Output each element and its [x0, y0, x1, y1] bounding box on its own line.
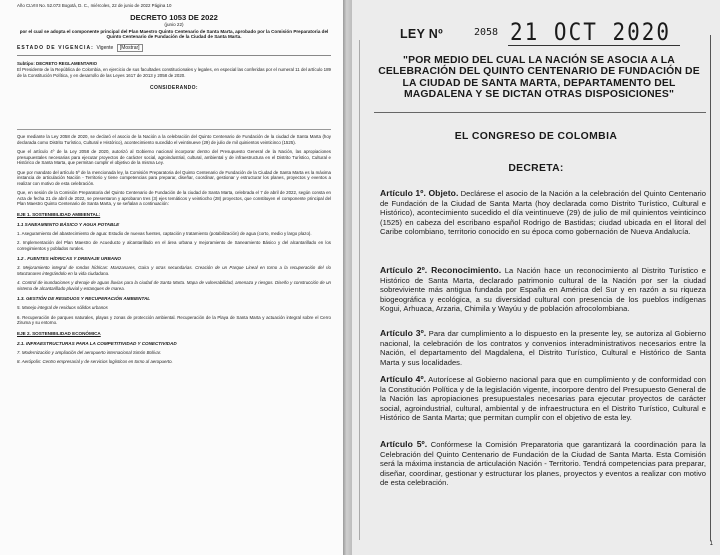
page-number: 1	[709, 541, 713, 547]
section-heading: 1.2 . FUENTES HÍDRICAS Y DRENAJE URBANO	[17, 256, 121, 262]
article-body: La Nación hace un reconocimiento al Distrito Turístico e Histórico de Santa Marta, declarado patrimonio cultural de la Nación por ser la ciudad sobreviviente más antigua fundada por España en América del Sur y en razón a su riqueza biogeográfica y ecológica, a su diversidad cultural con presencia de los pueblos indígenas Kogui, Arhuaca, Arzaria, Chimila y Wayúu y de población afrocolombiana.	[380, 266, 706, 314]
vigencia-row	[17, 45, 331, 56]
article-body: Declárese el asocio de la Nación a la celebración del Quinto Centenario de Fundación de la Ciudad de Santa Marta (hoy declarada como Distrito Turístico, Cultural e Histórico), acontecimiento sucedido el día veintinueve (29) de julio de mil quinientos veinticinco (1525) en cabeza del escribano español Rodrigo de Bastidas; ciudad ubicada en el litoral del Caribe colombiano, territorio conocido en su época como gobernación de Nueva Andalucía.	[380, 189, 706, 237]
list-item: 6. Recuperación de parques naturales, playas y zonas de protección ambiental. Recuperación de la Playa de Santa Marta y actuación integral sobre el Cerro Ziruma y su entorno.	[17, 314, 331, 326]
article-heading: Artículo 5º.	[380, 439, 428, 449]
vigencia-value: Vigente	[96, 44, 114, 51]
article-body: Para dar cumplimiento a lo dispuesto en la presente ley, se autoriza al Gobierno nacional, la celebración de los contratos y convenios interadministrativos necesarios entre la Nación, el departamento del Magdalena, el Distrito Turístico, Cultural e Histórico de Santa Marta y sus localidades.	[380, 329, 706, 367]
article-heading: Artículo 3º.	[380, 328, 427, 338]
decree-subject: por el cual se adopta el componente principal del Plan Maestro Quinto Centenario de Santa Marta, aprobado por la Comisión Preparatoria del Quinto Centenario de Fundación de la Ciudad de Santa Marta.	[19, 28, 329, 39]
article-1	[380, 189, 706, 237]
page-fold	[343, 0, 352, 555]
left-document-page	[0, 0, 343, 555]
eje-2-heading: EJE 2. SOSTENIBILIDAD ECONÓMICA	[17, 330, 101, 336]
list-item: 7. Modernización y ampliación del aeropuerto internacional Simón Bolívar.	[17, 349, 162, 355]
article-heading: Artículo 4º.	[380, 374, 427, 384]
paragraph: Que, en sesión de la Comisión Preparatoria del Quinto Centenario de Fundación de la ciudad de Santa Marta, celebrada el 7 de abril de 2022, según consta en Acta de fecha 21 de abril de 2022, se presentaron y aprobaron tres (3) ejes temáticos y veintiocho (28) proyectos, que constituyen el componente principal del Plan Maestro Quinto Centenario de Santa Marta, y se señalan a continuación:	[17, 190, 331, 207]
date-stamp: 21 OCT 2020	[510, 18, 672, 46]
list-item: 4. Control de inundaciones y drenaje de aguas lluvias para la ciudad de Santa Marta. Mapa de vulnerabilidad, amenaza y riesgos. Diseño y construcción de un sistema de alcantarillado pluvial y estanques de marea.	[17, 280, 331, 291]
article-4	[380, 375, 706, 423]
page-border	[710, 35, 711, 541]
law-label: LEY Nº	[400, 27, 443, 41]
decreta-heading: DECRETA:	[508, 163, 564, 174]
decree-date: (junio 22)	[164, 21, 184, 27]
vigencia-show-link[interactable]: [Mostrar]	[117, 44, 143, 52]
law-title: "POR MEDIO DEL CUAL LA NACIÓN SE ASOCIA A LA CELEBRACIÓN DEL QUINTO CENTENARIO DE FUNDACIÓN DE LA CIUDAD DE SANTA MARTA, DEPARTAMENTO DEL MAGDALENA Y SE DICTAN OTRAS DISPOSICIONES"	[378, 55, 700, 101]
paragraph: Que mediante la Ley 2058 de 2020, se declaró el asocio de la Nación a la celebración del Quinto Centenario de Fundación de la ciudad de Santa Marta (hoy declarada como Distrito Turístico, Cultural e Histórico), acontecimiento sucedido el veintinueve (29) de julio de mil quinientos veinticinco (1525).	[17, 134, 331, 145]
list-item: 3. Mejoramiento integral de rondas hídricas: Manzanares, Gaira y otras secundarias. Creación de un Parque Lineal en torno a la recuperación del río Manzanares integrándolo en la vida ciudadana.	[17, 265, 331, 276]
article-3	[380, 329, 706, 367]
section-heading: 1.3. GESTIÓN DE RESIDUOS Y RECUPERACIÓN AMBIENTAL	[17, 296, 151, 302]
preamble: El Presidente de la República de Colombia, en ejercicio de sus facultades constitucionales y legales, en especial las conferidas por el numeral 11 del artículo 189 de la Constitución Política, y en desarrollo de las Leyes 1617 de 2013 y 2058 de 2020.	[17, 67, 331, 78]
title-rule	[374, 112, 706, 113]
eje-1-heading: EJE 1. SOSTENIBILIDAD AMBIENTAL:	[17, 211, 101, 217]
header-underline	[508, 45, 680, 46]
masthead: Año CLVIII No. 52.073 Bogotá, D. C., miércoles, 22 de junio de 2022 Página 10	[17, 3, 172, 8]
paragraph: Que el artículo 4º de la Ley 2058 de 2020, autorizó al Gobierno nacional incorporar dentro del Presupuesto General de la Nación, las apropiaciones presupuestales necesarias para ejecutar proyectos de carácter social, agroindustrial, cultural, ambiental y de infraestructura en el Distrito Turístico, Cultural e Histórico de Santa Marta, que permitan cumplir el objetivo de la misma Ley.	[17, 149, 331, 166]
law-number: 2058	[474, 27, 499, 38]
article-heading: Artículo 1º. Objeto.	[380, 188, 459, 198]
law-header	[400, 18, 710, 50]
article-body: Autorícese al Gobierno nacional para que en cumplimiento y de conformidad con la Constitución Política y de la legislación vigente, incorpore dentro del Presupuesto General de la Nación las apropiaciones presupuestales necesarias para ejecutar proyectos de carácter social, agroindustrial, cultural, ambiental y de infraestructura en el Distrito Turístico, Cultural e Histórico de Santa Marta; que permitan cumplir con el objetivo de esta ley.	[380, 375, 706, 423]
list-item: 5. Manejo integral de residuos sólidos urbanos	[17, 305, 108, 311]
article-body: Confórmese la Comisión Preparatoria que garantizará la coordinación para la Celebración del Quinto Centenario de Fundación de la Ciudad de Santa Marta. Esta Comisión será la máxima instancia de articulación Nación - Territorio. Tendrá competencias para preparar, diseñar, coordinar, gestionar y estructurar los planes, proyectos y eventos a realizar con motivo de esta celebración.	[380, 440, 706, 488]
section-heading: 1.1 SANEAMIENTO BÁSICO Y AGUA POTABLE	[17, 221, 120, 227]
subtipo: Subtipo: DECRETO REGLAMENTARIO	[17, 60, 98, 66]
vigencia-label: ESTADO DE VIGENCIA:	[17, 44, 94, 51]
list-item: 8. Aerópolis: Centro empresarial y de servicios logísticos en torno al aeropuerto.	[17, 359, 173, 365]
list-item: 1. Aseguramiento del abastecimiento de agua: Estudio de nuevas fuentes, captación y tratamiento (potabilización) de agua (corto, medio y largo plazo).	[17, 230, 312, 236]
decree-title: DECRETO 1053 DE 2022	[130, 12, 218, 22]
list-item: 2. Implementación del Plan Maestro de Acueducto y alcantarillado en el área urbana y mejoramiento de Saneamiento Básico y del alcantarillado en los corregimientos y poblados rurales.	[17, 240, 331, 251]
paragraph: Que por mandato del artículo 5º de la mencionada ley, la Comisión Preparatoria del Quinto Centenario de Fundación de la Ciudad de Santa Marta es la máxima instancia de articulación Nación - Territorio y tiene competencias para preparar, diseñar, coordinar, gestionar y estructurar los planes, proyectos y eventos a realizar con motivo de esta celebración.	[17, 169, 331, 186]
congress-heading: EL CONGRESO DE COLOMBIA	[454, 131, 618, 142]
right-document-page	[352, 0, 720, 555]
section-heading: 2.1. INFRAESTRUCTURAS PARA LA COMPETITIVIDAD Y CONECTIVIDAD	[17, 340, 177, 346]
article-2	[380, 266, 706, 314]
page-border	[359, 40, 360, 540]
article-heading: Artículo 2º. Reconocimiento.	[380, 265, 502, 275]
article-5	[380, 440, 706, 488]
considerando-heading: CONSIDERANDO:	[150, 85, 198, 92]
